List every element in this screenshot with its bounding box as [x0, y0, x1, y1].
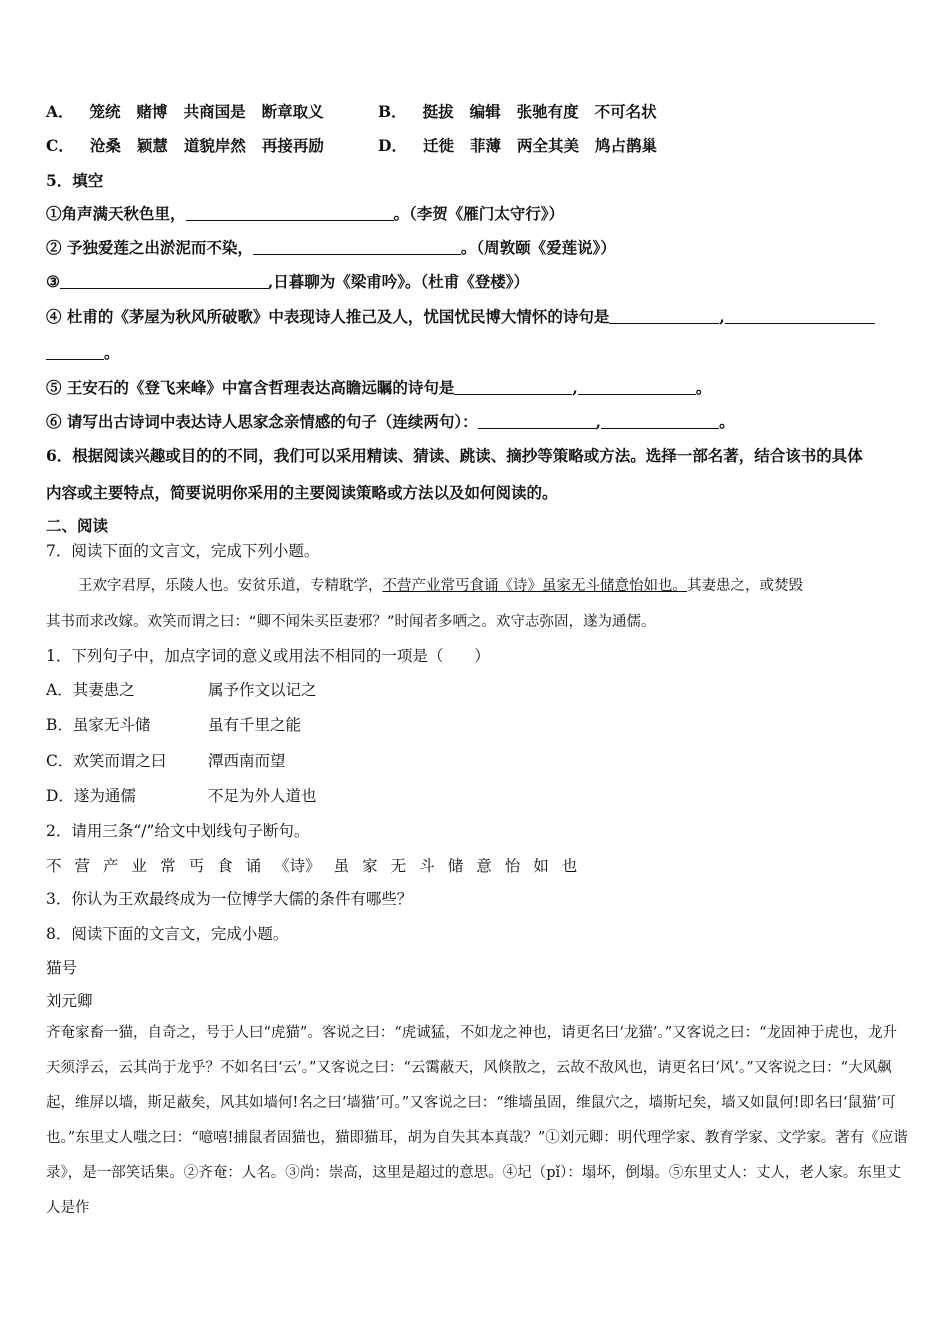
option-c: C． 沧桑 颖慧 道貌岸然 再接再励 [46, 136, 324, 155]
answer-blank[interactable] [253, 239, 461, 255]
answer-blank[interactable] [454, 379, 572, 395]
q8-title: 猫号 [46, 959, 78, 977]
underlined-sentence: 不营产业常丐食诵《诗》虽家无斗储意怡如也。 [382, 578, 687, 594]
answer-blank[interactable] [60, 273, 268, 289]
section-heading: 二、阅读 [46, 516, 109, 535]
q5-line-4-cont: 。 [46, 343, 120, 363]
q7-option-a: A．其妻患之 [46, 681, 135, 699]
q7-option-c-right: 潭西南而望 [208, 752, 286, 770]
q8-intro: 8．阅读下面的文言文，完成小题。 [46, 925, 289, 943]
q5-line-5: ⑤ 王安石的《登飞来峰》中富含哲理表达高瞻远瞩的诗句是 , 。 [46, 378, 712, 397]
q5-line-4: ④ 杜甫的《茅屋为秋风所破歌》中表现诗人推己及人，忧国忧民博大情怀的诗句是 , [46, 307, 875, 327]
option-a: A． 笼统 赌博 共商国是 断章取义 [46, 102, 324, 121]
answer-blank[interactable] [578, 379, 696, 395]
q7-passage-line-2: 其书而求改嫁。欢笑而谓之曰：“卿不闻朱买臣妻邪？”时闻者多哂之。欢守志弥固，遂为通儒。 [46, 614, 656, 630]
q5-line-2: ② 予独爱莲之出淤泥而不染， 。（周敦颐《爱莲说》） [46, 238, 616, 257]
q6-line-2: 内容或主要特点，简要说明你采用的主要阅读策略或方法以及如何阅读的。 [46, 483, 558, 502]
answer-blank[interactable] [46, 344, 104, 360]
q7-option-d: D．遂为通儒 [46, 787, 136, 805]
q5-title: 5．填空 [46, 171, 104, 190]
q7-passage-line-1: 王欢字君厚，乐陵人也。安贫乐道，专精耽学，不营产业常丐食诵《诗》虽家无斗储意怡如也。其妻患之，或焚毁 [78, 578, 803, 594]
q8-passage: 齐奄家畜一猫，自奇之，号于人曰“虎猫”。客说之曰：“虎诚猛，不如龙之神也，请更名曰‘龙猫’。”又客说之曰：“龙固神于虎也，龙升天须浮云，云其尚于龙乎？不如名曰‘云’。”又客说之曰：“云霭蔽天，风倏散之，云故不敌风也，请更名曰‘风’。”又客说之曰：“大风飙起，维屏以墙，斯足蔽矣，风其如墙何!名之曰‘墙猫’可。”又客说之曰：“维墙虽固，维鼠穴之，墙斯圮矣，墙又如鼠何!即名曰‘鼠猫’可也。”东里丈人嗤之曰：“噫嘻!捕鼠者固猫也，猫即猫耳，胡为自失其本真哉？”①刘元卿：明代理学家、教育学家、文学家。著有《应谐录》，是一部笑话集。②齐奄：人名。③尚：崇高，这里是超过的意思。④圮（pǐ）：塌坏，倒塌。⑤东里丈人：丈人，老人家。东里丈人是作 [46, 1025, 908, 1216]
q7-option-b: B．虽家无斗储 [46, 716, 151, 734]
q5-line-6: ⑥ 请写出古诗词中表达诗人思家念亲情感的句子（连续两句）： , 。 [46, 412, 735, 431]
q7-option-c: C．欢笑而谓之曰 [46, 752, 167, 770]
q7-sub-3: 3．你认为王欢最终成为一位博学大儒的条件有哪些？ [46, 890, 413, 908]
q5-line-3: ③ ,日暮聊为《梁甫吟》。（杜甫《登楼》） [46, 272, 530, 291]
q7-option-d-right: 不足为外人道也 [208, 787, 317, 805]
q7-intro: 7．阅读下面的文言文，完成下列小题。 [46, 542, 320, 560]
q6-line-1: 6．根据阅读兴趣或目的的不同，我们可以采用精读、猜读、跳读、摘抄等策略或方法。选择一部名著，结合该书的具体 [46, 446, 863, 465]
q5-line-1: ①角声满天秋色里， 。（李贺《雁门太守行》） [46, 204, 565, 223]
q8-author: 刘元卿 [46, 992, 93, 1010]
q7-sub-2: 2．请用三条“/”给文中划线句子断句。 [46, 822, 310, 840]
answer-blank[interactable] [609, 308, 719, 324]
answer-blank[interactable] [601, 413, 719, 429]
option-b: B． 挺拔 编辑 张驰有度 不可名状 [378, 102, 657, 121]
answer-blank[interactable] [478, 413, 596, 429]
q7-sub-2-chars: 不 营 产 业 常 丐 食 诵 《诗》 虽 家 无 斗 储 意 怡 如 也 [46, 857, 578, 875]
q7-sub-1: 1．下列句子中，加点字词的意义或用法不相同的一项是（ ） [46, 647, 490, 665]
answer-blank[interactable] [725, 308, 875, 324]
q7-option-b-right: 虽有千里之能 [208, 716, 302, 734]
answer-blank[interactable] [186, 205, 394, 221]
q7-option-a-right: 属予作文以记之 [208, 681, 317, 699]
option-d: D． 迁徙 菲薄 两全其美 鸠占鹊巢 [378, 136, 658, 155]
